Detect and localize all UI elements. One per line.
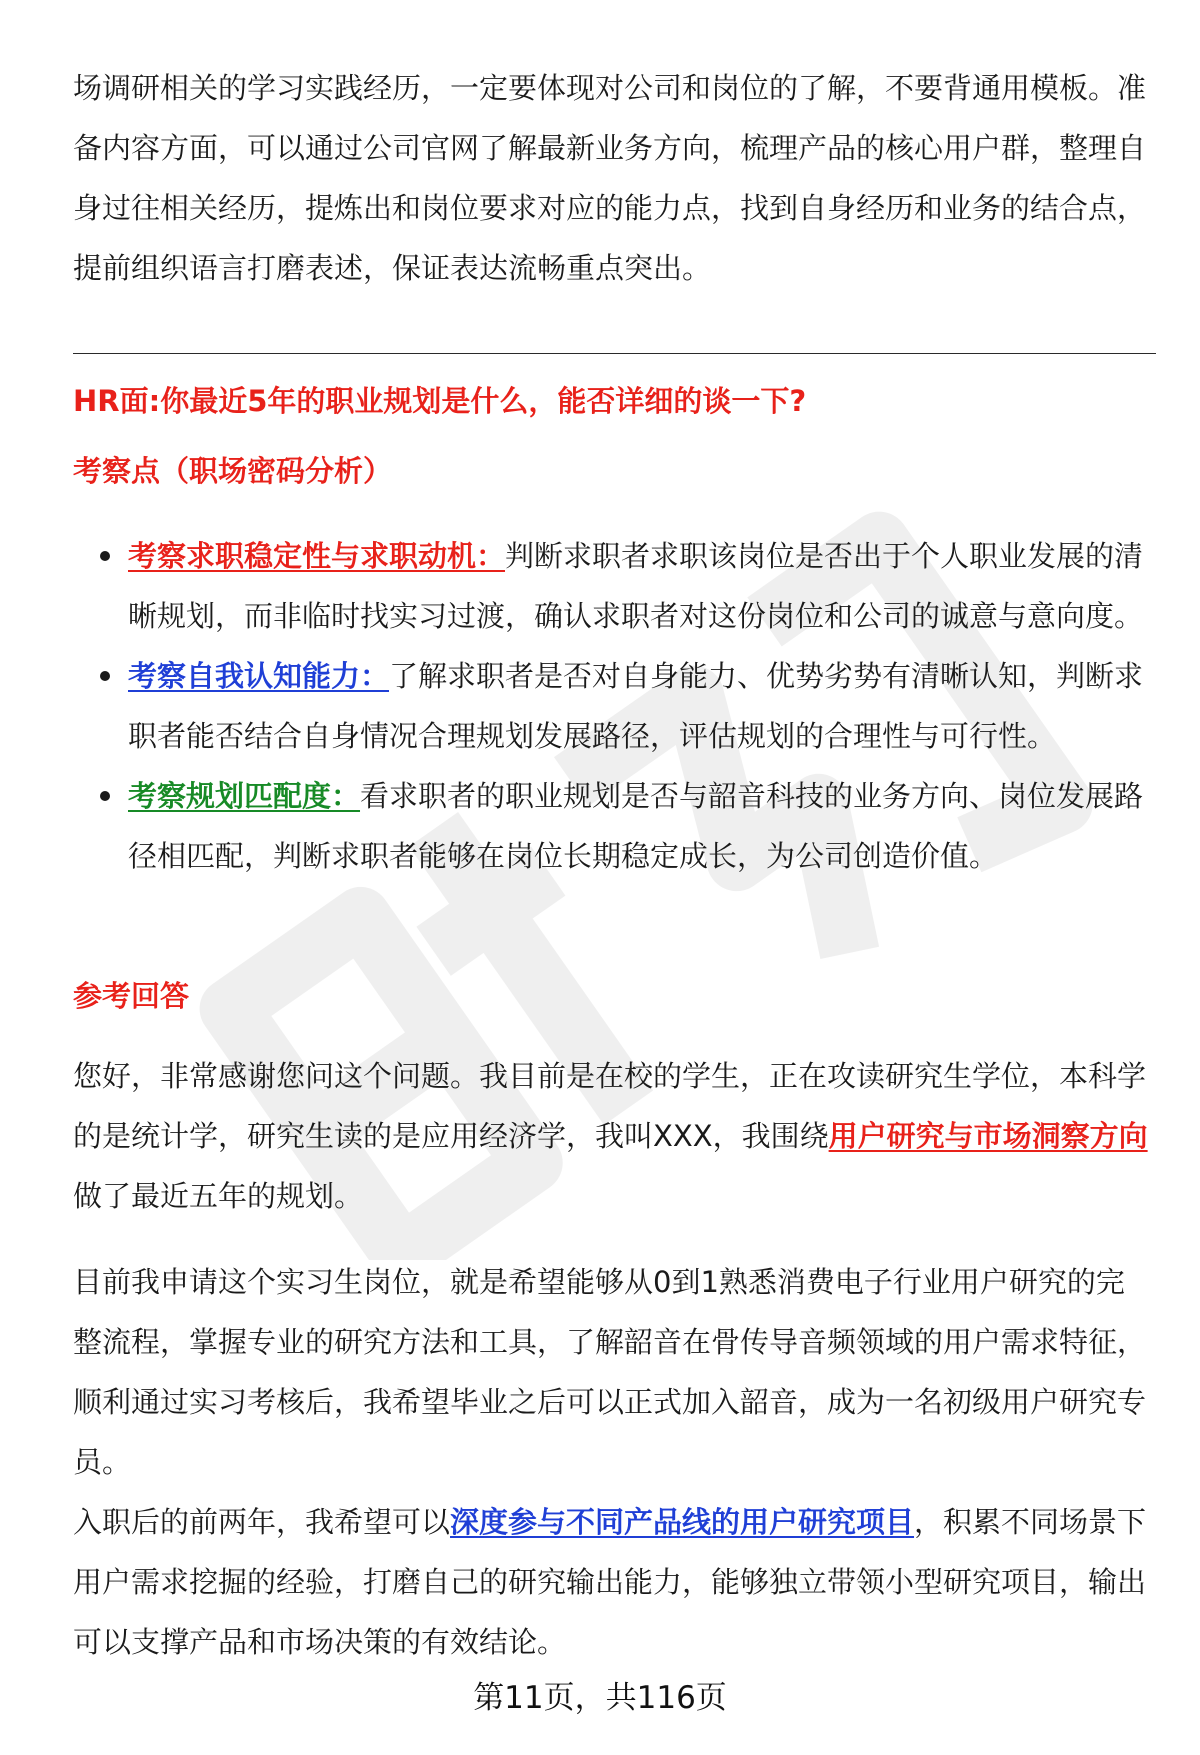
bullet-keyword: 考察自我认知能力： <box>128 659 390 693</box>
analysis-bullet-list <box>73 526 1151 886</box>
answer-text: 做了最近五年的规划。 <box>73 1179 364 1213</box>
bullet-dot-icon <box>100 671 110 681</box>
section-divider <box>73 353 1156 354</box>
answer-paragraph-2: 目前我申请这个实习生岗位，就是希望能够从0到1熟悉消费电子行业用户研究的完整流程，掌握专业的研究方法和工具，了解韶音在骨传导音频领域的用户需求特征，顺利通过实习考核后，我希望毕业之后可以正式加入韶音，成为一名初级用户研究专员。 <box>73 1265 1147 1479</box>
bullet-keyword: 考察规划匹配度： <box>128 779 361 813</box>
answer-highlight: 用户研究与市场洞察方向 <box>828 1119 1148 1153</box>
bullet-text: 了解求职者是否对自身能力、优势劣势有清晰认知，判断求职者能否结合自身情况合理规划发展路径，评估规划的合理性与可行性。 <box>128 659 1144 753</box>
answer-text: 入职后的前两年，我希望可以 <box>73 1505 451 1539</box>
bullet-text: 看求职者的职业规划是否与韶音科技的业务方向、岗位发展路径相匹配，判断求职者能够在岗位长期稳定成长，为公司创造价值。 <box>128 779 1144 873</box>
answer-title: 参考回答 <box>73 979 190 1013</box>
list-item <box>73 646 1151 766</box>
bullet-text: 判断求职者求职该岗位是否出于个人职业发展的清晰规划，而非临时找实习过渡，确认求职者对这份岗位和公司的诚意与意向度。 <box>128 539 1144 633</box>
list-item <box>73 766 1151 886</box>
analysis-title: 考察点（职场密码分析） <box>73 454 393 488</box>
intro-paragraph: 场调研相关的学习实践经历，一定要体现对公司和岗位的了解，不要背通用模板。准备内容方面，可以通过公司官网了解最新业务方向，梳理产品的核心用户群，整理自身过往相关经历，提炼出和岗位要求对应的能力点，找到自身经历和业务的结合点，提前组织语言打磨表述，保证表达流畅重点突出。 <box>73 71 1147 285</box>
page-number: 第11页，共116页 <box>473 1680 727 1716</box>
answer-text: 您好，非常感谢您问这个问题。我目前是在校的学生，正在攻读研究生学位，本科学的是统计学，研究生读的是应用经济学，我叫XXX，我围绕 <box>73 1059 1147 1153</box>
answer-paragraph-1 <box>73 1046 1151 1226</box>
list-item <box>73 526 1151 646</box>
bullet-dot-icon <box>100 791 110 801</box>
answer-paragraph-3 <box>73 1492 1151 1672</box>
answer-text: ，积累不同场景下用户需求挖掘的经验，打磨自己的研究输出能力，能够独立带领小型研究项目，输出可以支撑产品和市场决策的有效结论。 <box>73 1505 1147 1659</box>
answer-highlight: 深度参与不同产品线的用户研究项目 <box>450 1505 915 1539</box>
bullet-dot-icon <box>100 551 110 561</box>
interview-question: HR面:你最近5年的职业规划是什么，能否详细的谈一下? <box>73 384 807 418</box>
bullet-keyword: 考察求职稳定性与求职动机： <box>128 539 506 573</box>
